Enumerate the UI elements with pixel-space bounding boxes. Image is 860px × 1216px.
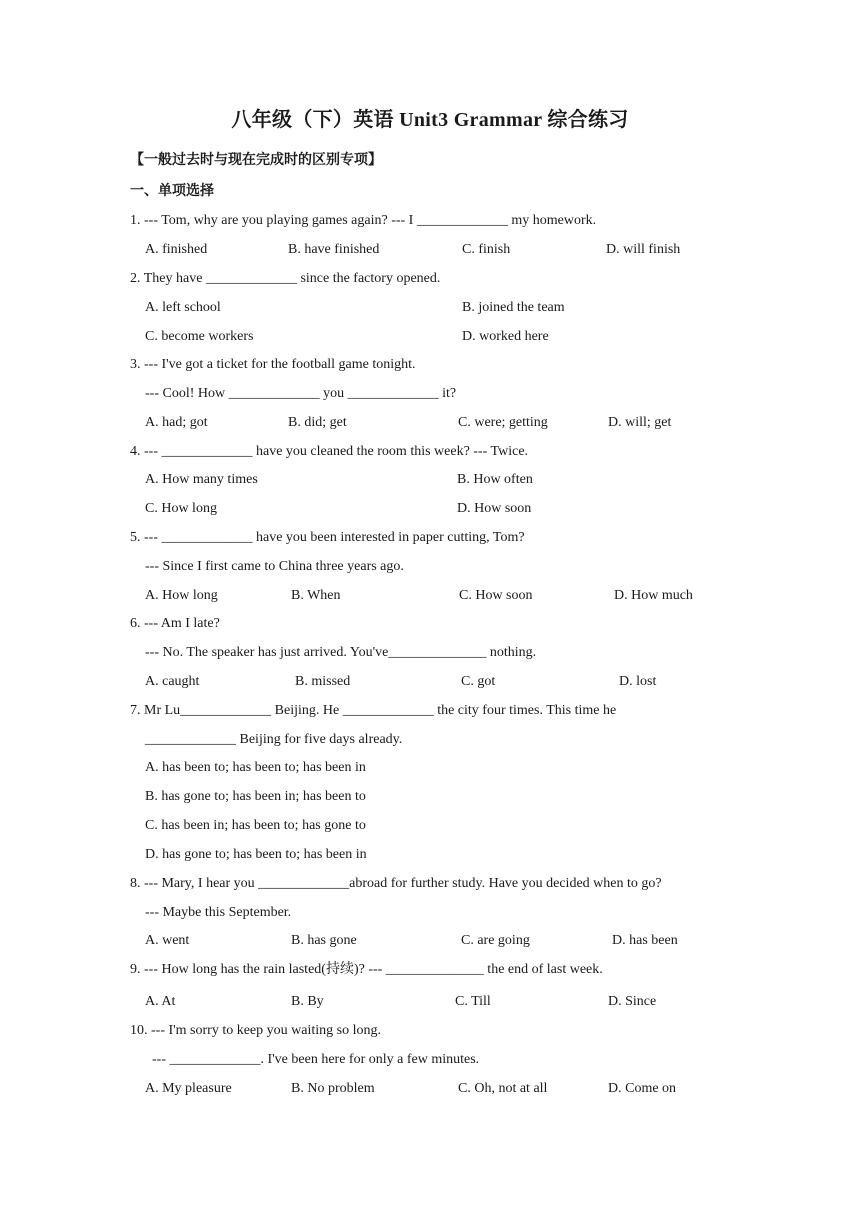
answer-option: A. went <box>145 933 190 948</box>
answer-option: B. has gone to; has been in; has been to <box>145 789 366 804</box>
answer-option: D. lost <box>619 674 657 689</box>
question-stem: 8. --- Mary, I hear you _____________abroad for further study. Have you decided when to go? <box>130 876 662 891</box>
answer-option: B. No problem <box>291 1081 375 1096</box>
answer-option: C. How soon <box>459 588 533 603</box>
answer-option: D. will finish <box>606 242 681 257</box>
answer-option: C. has been in; has been to; has gone to <box>145 818 366 833</box>
answer-option: C. were; getting <box>458 415 548 430</box>
question-line: --- Cool! How _____________ you _____________ it? <box>145 386 457 401</box>
answer-option: D. Come on <box>608 1081 677 1096</box>
answer-option: C. How long <box>145 501 217 516</box>
question-stem: 2. They have _____________ since the factory opened. <box>130 271 441 286</box>
question-stem: 7. Mr Lu_____________ Beijing. He _____________ the city four times. This time he <box>130 703 617 718</box>
question-line: _____________ Beijing for five days already. <box>145 732 403 747</box>
answer-option: A. How long <box>145 588 218 603</box>
answer-option: C. become workers <box>145 329 254 344</box>
topic-heading: 【一般过去时与现在完成时的区别专项】 <box>130 153 382 168</box>
question-line: --- Since I first came to China three years ago. <box>145 559 404 574</box>
answer-option: A. My pleasure <box>145 1081 232 1096</box>
question-line: --- No. The speaker has just arrived. You've______________ nothing. <box>145 645 537 660</box>
answer-option: B. How often <box>457 472 533 487</box>
answer-option: B. joined the team <box>462 300 565 315</box>
answer-option: A. At <box>145 994 176 1009</box>
answer-option: D. has gone to; has been to; has been in <box>145 847 367 862</box>
answer-option: B. has gone <box>291 933 357 948</box>
question-line: --- Maybe this September. <box>145 905 292 920</box>
question-stem: 3. --- I've got a ticket for the football game tonight. <box>130 357 416 372</box>
answer-option: D. Since <box>608 994 657 1009</box>
question-stem: 6. --- Am I late? <box>130 616 220 631</box>
question-line: --- _____________. I've been here for only a few minutes. <box>152 1052 480 1067</box>
answer-option: A. has been to; has been to; has been in <box>145 760 366 775</box>
page-title: 八年级（下）英语 Unit3 Grammar 综合练习 <box>231 109 629 131</box>
answer-option: A. left school <box>145 300 221 315</box>
answer-option: B. When <box>291 588 341 603</box>
answer-option: B. missed <box>295 674 351 689</box>
answer-option: D. worked here <box>462 329 549 344</box>
answer-option: B. By <box>291 994 324 1009</box>
question-stem: 1. --- Tom, why are you playing games again? --- I _____________ my homework. <box>130 213 597 228</box>
answer-option: C. are going <box>461 933 530 948</box>
question-stem: 10. --- I'm sorry to keep you waiting so long. <box>130 1023 381 1038</box>
answer-option: C. Till <box>455 994 491 1009</box>
answer-option: B. have finished <box>288 242 380 257</box>
answer-option: A. How many times <box>145 472 258 487</box>
answer-option: D. will; get <box>608 415 672 430</box>
question-stem: 9. --- How long has the rain lasted(持续)? --- ______________ the end of last week. <box>130 962 603 977</box>
answer-option: D. How much <box>614 588 693 603</box>
answer-option: A. had; got <box>145 415 208 430</box>
question-stem: 5. --- _____________ have you been interested in paper cutting, Tom? <box>130 530 525 545</box>
answer-option: D. How soon <box>457 501 532 516</box>
answer-option: D. has been <box>612 933 678 948</box>
answer-option: C. got <box>461 674 496 689</box>
question-stem: 4. --- _____________ have you cleaned the room this week? --- Twice. <box>130 444 529 459</box>
answer-option: A. caught <box>145 674 200 689</box>
answer-option: A. finished <box>145 242 208 257</box>
section-heading: 一、单项选择 <box>130 184 214 199</box>
answer-option: C. Oh, not at all <box>458 1081 548 1096</box>
answer-option: C. finish <box>462 242 511 257</box>
answer-option: B. did; get <box>288 415 347 430</box>
